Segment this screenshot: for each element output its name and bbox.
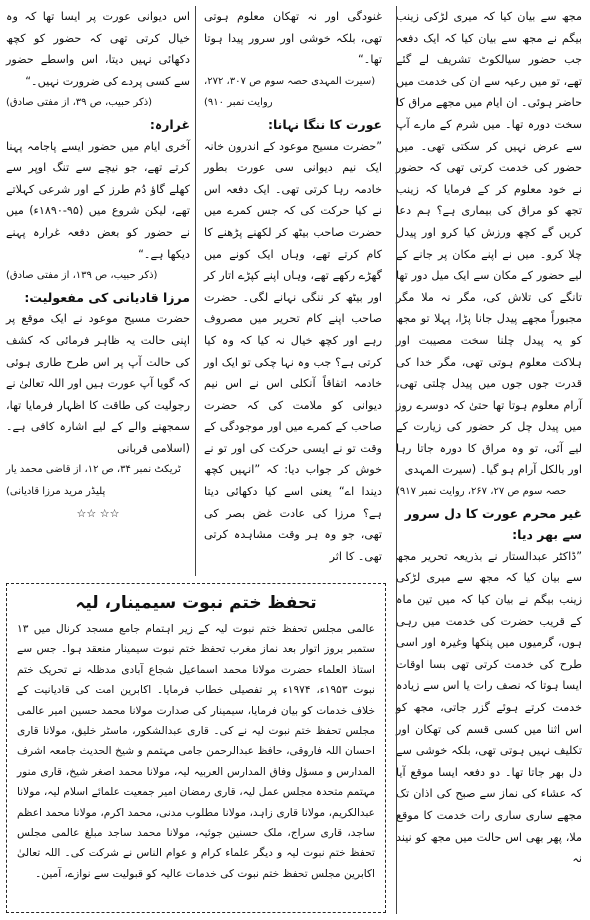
section-heading: غیر محرم عورت کا دل سرور سے بھر دیا: <box>404 505 582 543</box>
box-title: تحفظ ختم نبوت سیمینار، لیہ <box>75 593 317 613</box>
citation: حصہ سوم ص ۲۷، ۲۶۷، روایت نمبر ۹۱۷) <box>396 486 567 498</box>
section-heading: غرارہ: <box>149 116 190 132</box>
paragraph: مجھ سے بیان کیا کہ میری لڑکی زینب بیگم نے مجھ سے بیان کیا کہ ایک دفعہ جب حضور سیالکوٹ تشریف لے گئے تھے، تو میں رعیہ سے ان کی خدمت میں حاضر ہوئی۔ ان ایام میں مجھے مراق کا سخت دورہ تھا۔ میں شرم کے مارے آپ سے عرض نہیں کر سکتی تھی۔ میں حضور کی خدمت کرتی تھی کہ حضور نے خود معلوم کر کے فرمایا کہ زینب تجھ کو مراق کی بیماری ہے؟ ہم دعا کریں گے کچھ ورزش کیا کرو اور پیدل چلا کرو۔ میں نے اپنے مکان پر جانے کے لیے حضور کے مکان سے ایک میل دور تھا تانگے کی تلاش کی، مگر نہ ملا مگر مجبوراً مجھے پیدل جانا پڑا، پہلا تو مجھ کو یہ پیدل چلنا سخت مصیبت اور ہلاکت معلوم ہوتی تھی، مگر خدا کی قدرت جوں جوں میں پیدل چلتی تھی، آرام معلوم ہوتا تھا حتیٰ کہ دوسرے روز میں پیدل چل کر حضور کی زیارت کے لیے آئی، تو وہ مراق کا دورہ جاتا رہا اور بالکل آرام ہو گیا۔ (سیرت المہدی <box>396 10 582 477</box>
box-body: عالمی مجلس تحفظ ختم نبوت لیہ کے زیر اہتمام جامع مسجد کرنال میں ۱۳ ستمبر بروز اتوار بعد نماز مغرب تحفظ ختم نبوت سیمینار منعقد ہوا۔ جس سے استاذ العلماء حضرت مولانا محمد اسماعیل شجاع آبادی مدظلہ نے تحریک ختم نبوت ۱۹۵۳ء، ۱۹۷۴ء پر تفصیلی خطاب فرمایا۔ اکابرین امت کی قادیانیت کے خلاف خدمات کو بیان فرمایا، سیمینار کی صدارت مولانا محمد حسین امیر عالمی مجلس تحفظ ختم نبوت لیہ نے کی۔ قاری عبدالشکور، ماسٹر خلیق، مولانا قاری احسان اللہ فاروقی، حافظ عبدالرحمن جامی مہتمم و شیخ الحدیث جامعہ اشرف المدارس و مسؤل وفاق المدارس العربیہ لیہ، مولانا محمد اصغر شیخ، قاری منور مہتمم متحدہ مجلس عمل لیہ، قاری رمضان امیر جمعیت علمائے اسلام لیہ، مولانا عبدالکریم، مولانا قاری زاہد، مولانا مطلوب مدنی، محمد اکرم، مولانا محمد اعظم ساجد، قاری سراج، ملک حسنین جوئیہ، مولانا محمد ساجد مبلغ عالمی مجلس تحفظ ختم نبوت لیہ و دیگر علماء کرام و عوام الناس نے شرکت کی۔ اللہ تعالیٰ اکابرین مجلس تحفظ ختم نبوت کی خدمات عالیہ کو قبولیت سے نوازے، آمین۔ <box>17 623 375 880</box>
citation: (ذکر حبیب، ص ۱۳۹، از مفتی صادق) <box>6 270 158 282</box>
section-heading: عورت کا ننگا نہانا: <box>267 116 382 132</box>
paragraph: ”ڈاکٹر عبدالستار نے بذریعہ تحریر مجھ سے بیان کیا کہ مجھ سے میری لڑکی زینب بیگم نے بیان کیا کہ میں تین ماہ کے قریب حضرت کی خدمت میں رہی ہوں، گرمیوں میں پنکھا وغیرہ اور اسی طرح کی خدمت کرتی تھی بسا اوقات ایسا ہوتا کہ نصف رات یا اس سے زیادہ خدمت کرتے ہوئے گزر جاتی، مجھ کو اس اثنا میں کسی قسم کی تھکان اور تکلیف نہیں ہوتی تھی، بلکہ خوشی سے دل بھر جاتا تھا۔ دو دفعہ ایسا موقع آیا کہ عشاء کی نماز سے صبح کی اذان تک مجھے ساری ساری رات خدمت کا موقع ملا، پھر بھی اس حالت میں مجھ کو نیند نہ <box>396 549 582 866</box>
right-column <box>396 6 582 870</box>
middle-column <box>204 6 382 567</box>
paragraph: اس دیوانی عورت پر ایسا تھا کہ وہ خیال کرتی تھی کہ حضور کو کچھ دکھائی نہیں دیتا، اس واسطے حضور سے کسی پردے کی ضرورت نہیں۔“ <box>6 10 190 88</box>
left-column <box>6 6 190 524</box>
section-heading: مرزا قادیانی کی مفعولیت: <box>24 289 190 305</box>
paragraph: آخری ایام میں حضور ایسے پاجامہ پہنا کرتے تھے، جو نیچے سے تنگ اوپر سے کھلے گاؤ دُم طرز کے اور شرعی کہلاتے تھے، لیکن شروع میں (۹۵-۱۸۹۰ء) میں نے حضور کو بعض دفعہ غرارہ پہنے دیکھا ہے۔“ <box>6 139 190 261</box>
citation: ٹریکٹ نمبر ۳۴، ص ۱۲، از قاضی محمد یار پلیڈر مرید مرزا قادیانی) <box>6 464 181 498</box>
news-box <box>6 583 386 913</box>
paragraph: غنودگی اور نہ تھکان معلوم ہوتی تھی، بلکہ خوشی اور سرور پیدا ہوتا تھا۔“ <box>204 10 382 67</box>
citation: (ذکر حبیب، ص ۳۹، از مفتی صادق) <box>6 97 153 109</box>
paragraph: ”حضرت مسیح موعود کے اندرون خانہ ایک نیم دیوانی سی عورت بطور خادمہ رہا کرتی تھی۔ ایک دفعہ اس نے کیا حرکت کی کہ جس کمرے میں حضرت صاحب بیٹھ کر لکھنے پڑھنے کا کام کرتے تھے، وہاں ایک کونے میں گھڑے رکھے تھے، وہاں اپنے کپڑے اتار کر اور بیٹھ کر ننگی نہانے لگی۔ حضرت صاحب اپنے کام تحریر میں مصروف رہے اور کچھ خیال نہ کیا کہ وہ کیا کرتی ہے؟ جب وہ نہا چکی تو ایک اور خادمہ اتفاقاً آنکلی اس نے اس نیم دیوانی کو ملامت کی کہ حضرت صاحب کے کمرے میں اور موجودگی کے وقت تو نے ایسی حرکت کی اور تو نے خوش کر جواب دیا: کہ ”انہیں کچھ دیندا اے“ یعنی اسے کیا دکھائی دیتا ہے؟ مرزا کی عادت غض بصر کی تھی، جو وہ ہر وقت مشاہدہ کرتی تھی۔ کا اثر <box>204 139 382 563</box>
column-divider <box>396 6 397 914</box>
column-divider <box>195 6 196 576</box>
paragraph: حضرت مسیح موعود نے ایک موقع پر اپنی حالت یہ ظاہر فرمائی کہ کشف کی حالت آپ پر اس طرح طاری ہوئی کہ گویا آپ عورت ہیں اور اللہ تعالیٰ نے رجولیت کی طاقت کا اظہار فرمایا تھا، سمجھنے والے کے لیے اشارہ کافی ہے۔ (اسلامی قربانی <box>6 312 190 455</box>
citation: (سیرت المہدی حصہ سوم ص ۳۰۷، ۲۷۲، روایت نمبر ۹۱۰) <box>204 75 376 109</box>
separator-stars: ☆☆ ☆☆ <box>76 506 120 520</box>
